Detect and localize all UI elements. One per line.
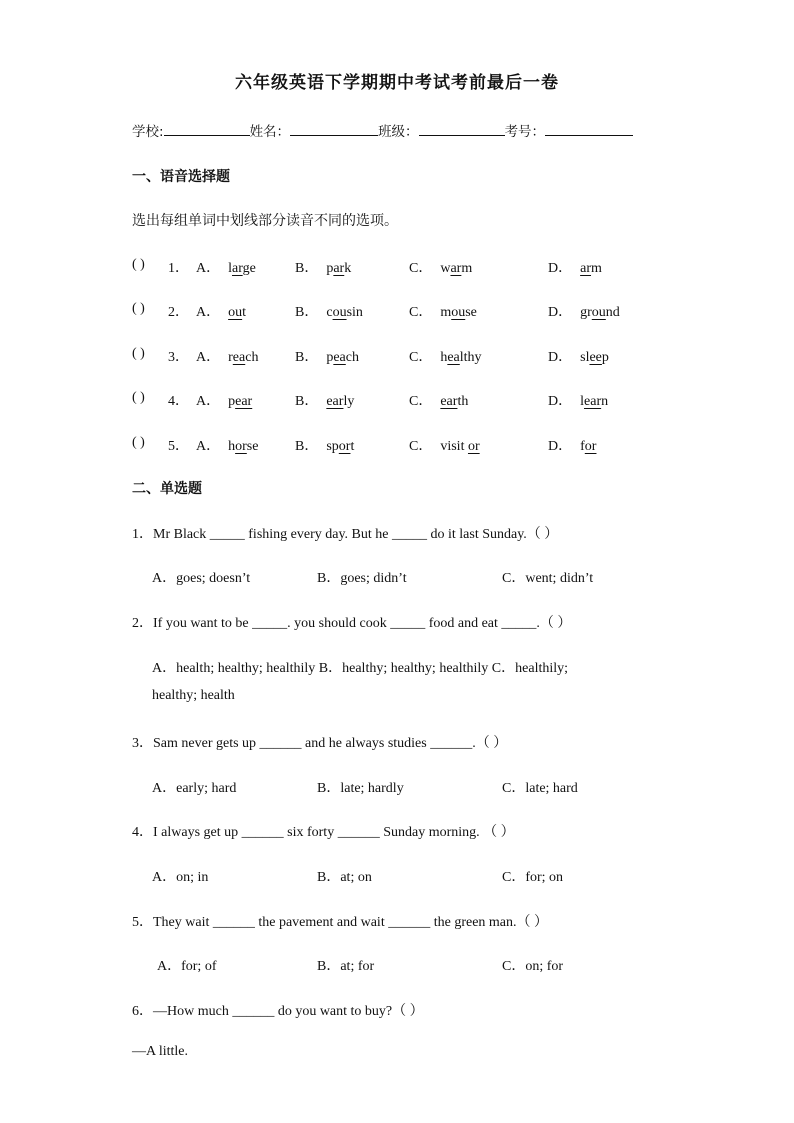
- word-part: B．: [295, 394, 319, 409]
- question-stem: 6．—How much ______ do you want to buy?（ ）: [132, 1004, 424, 1019]
- underlined-letters: ea: [333, 350, 346, 365]
- answer-blank[interactable]: ( ): [132, 257, 145, 272]
- option-b[interactable]: B．late; hardly: [317, 781, 404, 796]
- option-c[interactable]: [409, 257, 472, 277]
- question-number: 1．: [168, 261, 189, 276]
- question-stem: 3．Sam never gets up ______ and he always studies ______.（ ）: [132, 736, 508, 751]
- option-c[interactable]: C．on; for: [502, 959, 564, 974]
- section-heading-phonics: 一、语音选择题: [132, 169, 230, 185]
- phonics-question-row: [132, 301, 732, 323]
- underlined-letters: or: [338, 439, 351, 454]
- word-part: ch: [245, 350, 259, 365]
- word-part: t: [242, 305, 247, 320]
- underlined-letters: ou: [228, 305, 243, 320]
- underlined-letters: ar: [232, 261, 243, 276]
- option-a[interactable]: [196, 390, 252, 410]
- option-c[interactable]: C．went; didn’t: [502, 571, 594, 586]
- school-label: 学校:: [132, 124, 164, 140]
- word-part: h: [440, 350, 448, 365]
- word-part: gr: [580, 305, 592, 320]
- underlined-letters: or: [235, 439, 247, 454]
- word-part: sin: [346, 305, 363, 320]
- word-part: lthy: [459, 350, 482, 365]
- student-info-line: [132, 120, 633, 141]
- answer-blank[interactable]: ( ): [132, 435, 145, 450]
- word-part: se: [246, 439, 259, 454]
- underlined-letters: ar: [450, 261, 462, 276]
- answer-blank[interactable]: ( ): [132, 346, 145, 361]
- option-a[interactable]: A．for; of: [157, 959, 217, 974]
- word-part: p: [326, 350, 334, 365]
- word-part: th: [457, 394, 469, 409]
- option-b[interactable]: B．at; for: [317, 959, 375, 974]
- option-d[interactable]: [548, 435, 596, 455]
- word-part: A．: [196, 439, 221, 454]
- question-number: 4．: [168, 394, 189, 409]
- word-part: B．: [295, 305, 319, 320]
- class-blank[interactable]: [419, 121, 505, 136]
- underlined-letters: ear: [235, 394, 253, 409]
- option-b[interactable]: [295, 257, 351, 277]
- dialogue-answer-line: —A little.: [132, 1044, 188, 1059]
- option-c[interactable]: C．late; hard: [502, 781, 578, 796]
- word-part: B．: [295, 439, 319, 454]
- word-part: C．: [409, 305, 433, 320]
- word-part: ch: [345, 350, 359, 365]
- phonics-question-row: [132, 257, 732, 279]
- underlined-letters: or: [467, 439, 480, 454]
- option-a[interactable]: A．on; in: [152, 870, 209, 885]
- word-part: w: [440, 261, 451, 276]
- number-blank[interactable]: [545, 121, 633, 136]
- word-part: m: [591, 261, 602, 276]
- word-part: C．: [409, 394, 433, 409]
- name-label: 姓名：: [249, 124, 291, 140]
- option-d[interactable]: [548, 346, 609, 366]
- word-part: A．: [196, 261, 221, 276]
- option-d[interactable]: [548, 257, 602, 277]
- word-part: sl: [580, 350, 590, 365]
- word-part: A．: [196, 305, 221, 320]
- underlined-letters: ee: [589, 350, 602, 365]
- word-part: C．: [409, 439, 433, 454]
- question-number: 5．: [168, 439, 189, 454]
- page-title: 六年级英语下学期期中考试考前最后一卷: [235, 73, 559, 93]
- underlined-letters: ar: [580, 261, 592, 276]
- underlined-letters: ear: [440, 394, 458, 409]
- word-part: sp: [326, 439, 339, 454]
- word-part: t: [350, 439, 355, 454]
- option-a[interactable]: A．early; hard: [152, 781, 237, 796]
- question-number: 2．: [168, 305, 189, 320]
- underlined-letters: ea: [447, 350, 460, 365]
- word-part: l: [228, 261, 233, 276]
- word-part: f: [580, 439, 585, 454]
- option-row: [152, 567, 712, 589]
- option-a[interactable]: [196, 346, 258, 366]
- underlined-letters: or: [584, 439, 597, 454]
- option-c[interactable]: C．for; on: [502, 870, 564, 885]
- underlined-letters: ou: [332, 305, 347, 320]
- option-c[interactable]: [409, 301, 477, 321]
- underlined-letters: ear: [326, 394, 344, 409]
- option-c[interactable]: [409, 435, 480, 455]
- word-part: p: [601, 350, 609, 365]
- word-part: r: [228, 350, 233, 365]
- question-stem: 1．Mr Black _____ fishing every day. But he _____ do it last Sunday.（ ）: [132, 527, 559, 542]
- word-part: visit: [440, 439, 468, 454]
- option-b[interactable]: B．at; on: [317, 870, 372, 885]
- question-number: 3．: [168, 350, 189, 365]
- option-b[interactable]: [295, 346, 359, 366]
- option-d[interactable]: [548, 390, 608, 410]
- word-part: se: [465, 305, 477, 320]
- word-part: A．: [196, 394, 221, 409]
- option-c[interactable]: [409, 346, 482, 366]
- word-part: C．: [409, 261, 433, 276]
- underlined-letters: ea: [232, 350, 246, 365]
- option-b[interactable]: [295, 301, 363, 321]
- word-part: C．: [409, 350, 433, 365]
- question-stem: 2．If you want to be _____. you should cook _____ food and eat _____.（ ）: [132, 616, 572, 631]
- answer-blank[interactable]: ( ): [132, 301, 145, 316]
- phonics-question-row: [132, 346, 732, 368]
- option-b[interactable]: [295, 390, 354, 410]
- word-part: m: [461, 261, 473, 276]
- word-part: ly: [343, 394, 355, 409]
- word-part: h: [228, 439, 236, 454]
- underlined-letters: ou: [451, 305, 466, 320]
- question-stem: 4．I always get up ______ six forty ______ Sunday morning. （ ）: [132, 825, 515, 840]
- word-part: l: [580, 394, 585, 409]
- phonics-question-row: [132, 435, 732, 457]
- word-part: D．: [548, 305, 573, 320]
- option-a[interactable]: [196, 301, 246, 321]
- school-blank[interactable]: [164, 121, 250, 136]
- option-row: [157, 955, 717, 977]
- name-blank[interactable]: [290, 121, 378, 136]
- word-part: D．: [548, 350, 573, 365]
- underlined-letters: ear: [584, 394, 602, 409]
- word-part: m: [440, 305, 452, 320]
- option-row: [152, 777, 712, 799]
- word-part: D．: [548, 261, 573, 276]
- word-part: B．: [295, 261, 319, 276]
- word-part: D．: [548, 394, 573, 409]
- option-d[interactable]: [548, 301, 620, 321]
- option-a[interactable]: [196, 257, 256, 277]
- section-heading-single-choice: 二、单选题: [132, 481, 202, 497]
- phonics-question-row: [132, 390, 732, 412]
- word-part: ge: [242, 261, 256, 276]
- word-part: D．: [548, 439, 573, 454]
- question-stem: 5．They wait ______ the pavement and wait ______ the green man.（ ）: [132, 915, 549, 930]
- number-label: 考号：: [504, 124, 546, 140]
- underlined-letters: ou: [591, 305, 606, 320]
- option-row-line1[interactable]: A．health; healthy; healthily B．healthy; healthy; healthily C．healthily;: [152, 661, 569, 676]
- option-b[interactable]: [295, 435, 354, 455]
- word-part: p: [326, 261, 334, 276]
- option-row-line2[interactable]: healthy; health: [152, 688, 235, 703]
- option-row: [152, 866, 712, 888]
- class-label: 班级：: [378, 124, 419, 140]
- option-a[interactable]: A．goes; doesn’t: [152, 571, 251, 586]
- option-a[interactable]: [196, 435, 258, 455]
- word-part: A．: [196, 350, 221, 365]
- underlined-letters: ar: [333, 261, 345, 276]
- option-c[interactable]: [409, 390, 468, 410]
- answer-blank[interactable]: ( ): [132, 390, 145, 405]
- section-instruction: 选出每组单词中划线部分读音不同的选项。: [132, 213, 398, 229]
- option-b[interactable]: B．goes; didn’t: [317, 571, 407, 586]
- word-part: c: [326, 305, 333, 320]
- word-part: k: [344, 261, 352, 276]
- word-part: nd: [605, 305, 620, 320]
- word-part: p: [228, 394, 236, 409]
- word-part: n: [601, 394, 609, 409]
- word-part: B．: [295, 350, 319, 365]
